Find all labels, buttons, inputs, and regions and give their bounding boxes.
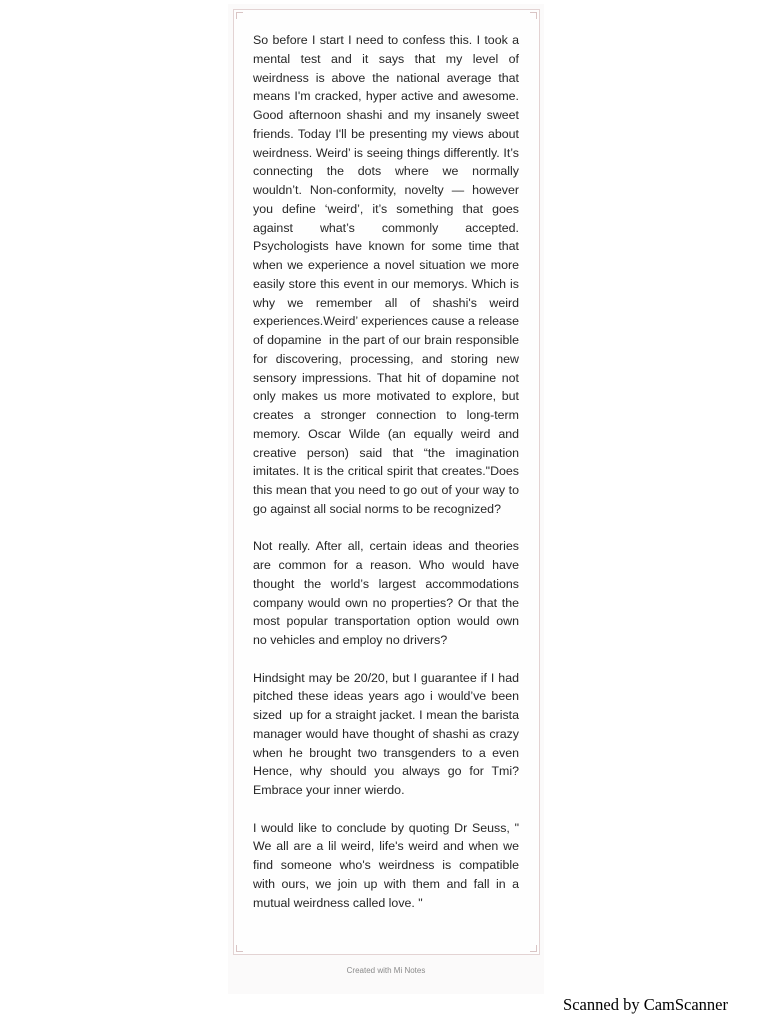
note-body	[253, 31, 526, 931]
corner-ornament	[530, 945, 537, 952]
corner-ornament	[236, 12, 243, 19]
note-paragraph: I would like to conclude by quoting Dr Seuss, " We all are a lil weird, life's weird and when we find someone who's weirdness is compatible with ours, we join up with them and fall in a mutual weirdness called love. "	[253, 820, 523, 910]
corner-ornament	[236, 945, 243, 952]
note-paragraph: Hindsight may be 20/20, but I guarantee if I had pitched these ideas years ago i would’ve been sized up for a straight jacket. I mean the barista manager would have thought of shashi as crazy when he brought two transgenders to a even Hence, why should you always go for Tmi? Embrace your inner wierdo.	[253, 670, 526, 797]
created-with-label: Created with Mi Notes	[346, 966, 426, 975]
corner-ornament	[530, 12, 537, 19]
note-card	[233, 9, 540, 955]
note-paragraph: Not really. After all, certain ideas and theories are common for a reason. Who would have thought the world’s largest accommodations company would own no properties? Or that the most popular transportation option would own no vehicles and employ no drivers?	[253, 539, 523, 647]
scanner-watermark: Scanned by CamScanner	[563, 995, 728, 1014]
note-paragraph: So before I start I need to confess this. I took a mental test and it says that my level of weirdness is above the national average that means I'm cracked, hyper active and awesome. Good afternoon shashi and my insanely sweet friends. Today I'll be presenting my views about weirdness. Weird’ is seeing things differently. It’s connecting the dots where we normally wouldn’t. Non-conformity, novelty — however you define ‘weird’, it’s something that goes against what’s commonly accepted. Psychologists have known for some time that when we experience a novel situation we more easily store this event in our memorys. Which is why we remember all of shashi's weird experiences.Weird’ experiences cause a release of dopamine in the part of our brain responsible for discovering, processing, and storing new sensory impressions. That hit of dopamine not only makes us more motivated to explore, but creates a stronger connection to long-term memory. Oscar Wilde (an equally weird and creative person) said that “the imagination imitates. It is the critical spirit that creates."Does this mean that you need to go out of your way to go against all social norms to be recognized?	[253, 33, 523, 516]
